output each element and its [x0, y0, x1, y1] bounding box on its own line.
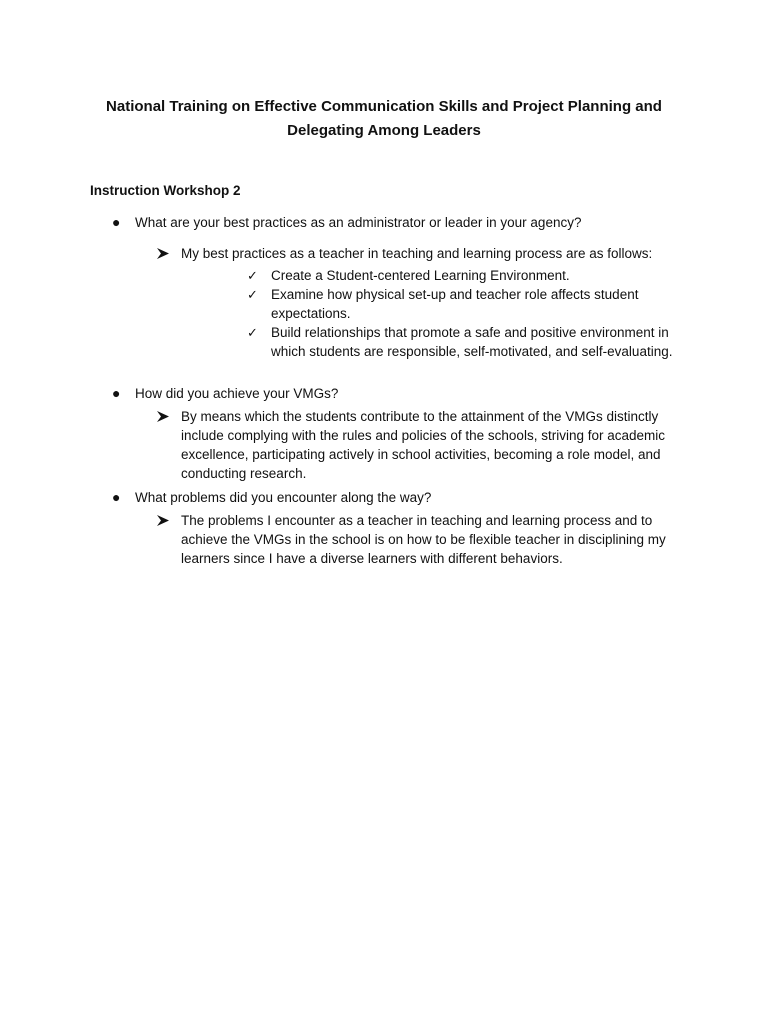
- arrow-bullet-icon: [157, 244, 171, 263]
- answer-text: By means which the students contribute to the attainment of the VMGs distinctly include complying with the rules and policies of the schools, striving for academic excellence, participating actively in school activities, becoming a role model, and conducting research.: [181, 409, 665, 481]
- checkmark-icon: ✓: [247, 287, 258, 302]
- title-line-2: Delegating Among Leaders: [287, 122, 481, 139]
- arrow-bullet-icon: [157, 407, 171, 426]
- question-text: What are your best practices as an administrator or leader in your agency?: [135, 215, 582, 230]
- checkmark-icon: ✓: [247, 268, 258, 283]
- checklist-text: Examine how physical set-up and teacher role affects student expectations.: [271, 287, 639, 321]
- answer-text: My best practices as a teacher in teaching and learning process are as follows:: [181, 246, 653, 261]
- arrow-bullet-icon: [157, 511, 171, 530]
- bullet-icon: ●: [112, 489, 121, 505]
- title-line-1: National Training on Effective Communication Skills and Project Planning and: [106, 98, 662, 115]
- bullet-icon: ●: [112, 214, 121, 230]
- question-text: What problems did you encounter along the way?: [135, 490, 432, 505]
- checklist-text: Build relationships that promote a safe and positive environment in which students are responsible, self-motivated, and self-evaluating.: [271, 325, 673, 359]
- checkmark-icon: ✓: [247, 325, 258, 340]
- bullet-icon: ●: [112, 385, 121, 401]
- question-text: How did you achieve your VMGs?: [135, 386, 339, 401]
- answer-text: The problems I encounter as a teacher in teaching and learning process and to achieve the VMGs in the school is on how to be flexible teacher in disciplining my learners since I have a diverse learners with different behaviors.: [181, 513, 666, 566]
- document-title: [60, 95, 708, 143]
- checklist-text: Create a Student-centered Learning Environment.: [271, 268, 570, 283]
- section-heading: Instruction Workshop 2: [90, 183, 241, 198]
